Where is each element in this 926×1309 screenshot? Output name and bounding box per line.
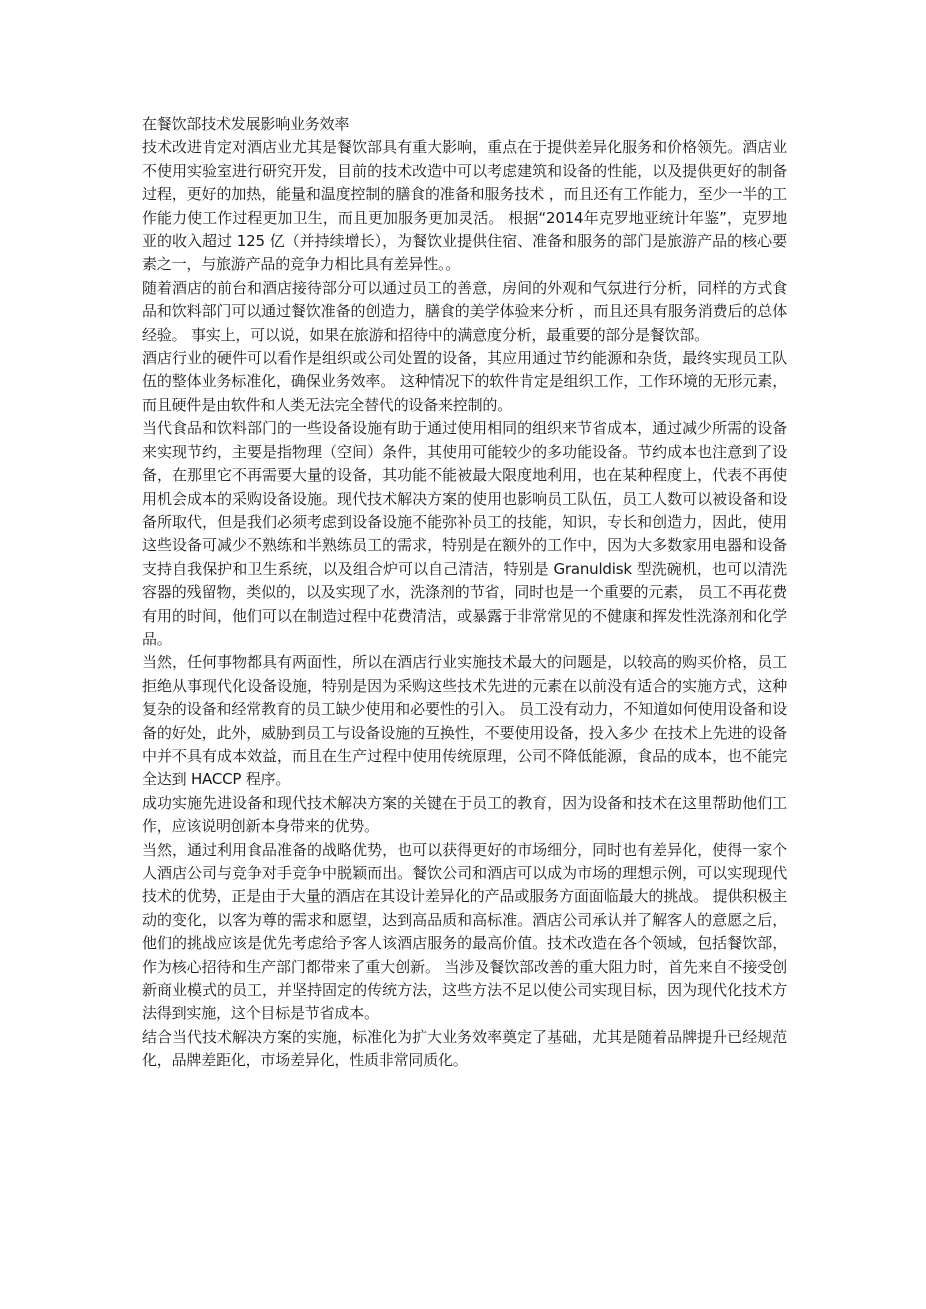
paragraph-8: 结合当代技术解决方案的实施，标准化为扩大业务效率奠定了基础，尤其是随着品牌提升已经规范化，品牌差距化，市场差异化，性质非常同质化。 — [142, 1027, 787, 1070]
document-body — [142, 113, 787, 1073]
paragraph-3: 酒店行业的硬件可以看作是组织或公司处置的设备，其应用通过节约能源和杂货，最终实现员工队伍的整体业务标准化，确保业务效率。 这种情况下的软件肯定是组织工作，工作环境的无形元素，而且硬件是由软件和人类无法完全替代的设备来控制的。 — [142, 349, 787, 414]
paragraph-4: 当代食品和饮料部门的一些设备设施有助于通过使用相同的组织来节省成本，通过减少所需的设备来实现节约，主要是指物理（空间）条件，其使用可能较少的多功能设备。节约成本也注意到了设备，在那里它不再需要大量的设备，其功能不能被最大限度地利用，也在某种程度上，代表不再使用机会成本的采购设备设施。现代技术解决方案的使用也影响员工队伍，员工人数可以被设备和设备所取代，但是我们必须考虑到设备设施不能弥补员工的技能，知识，专长和创造力，因此，使用这些设备可减少不熟练和半熟练员工的需求，特别是在额外的工作中，因为大多数家用电器和设备支持自我保护和卫生系统，以及组合炉可以自己清洁，特别是 Granuldisk 型洗碗机，也可以清洗容器的残留物，类似的，以及实现了水，洗涤剂的节省，同时也是一个重要的元素， 员工不再花费有用的时间，他们可以在制造过程中花费清洁，或暴露于非常常见的不健康和挥发性洗涤剂和化学品。 — [142, 419, 787, 648]
document-title: 在餐饮部技术发展影响业务效率 — [142, 115, 350, 133]
paragraph-6: 成功实施先进设备和现代技术解决方案的关键在于员工的教育，因为设备和技术在这里帮助他们工作，应该说明创新本身带来的优势。 — [142, 793, 787, 836]
paragraph-5: 当然，任何事物都具有两面性，所以在酒店行业实施技术最大的问题是，以较高的购买价格，员工拒绝从事现代化设备设施，特别是因为采购这些技术先进的元素在以前没有适合的实施方式，这种复杂的设备和经常教育的员工缺少使用和必要性的引入。 员工没有动力，不知道如何使用设备和设备的好处，此外，威胁到员工与设备设施的互换性，不要使用设备，投入多少 在技术上先进的设备中并不具有成本效益，而且在生产过程中使用传统原理，公司不降低能源，食品的成本，也不能完全达到 HACCP 程序。 — [142, 653, 787, 789]
paragraph-2: 随着酒店的前台和酒店接待部分可以通过员工的善意，房间的外观和气氛进行分析，同样的方式食品和饮料部门可以通过餐饮准备的创造力，膳食的美学体验来分析 ，而且还具有服务消费后的总体经验。 事实上，可以说，如果在旅游和招待中的满意度分析，最重要的部分是餐饮部。 — [142, 278, 787, 344]
paragraph-1: 技术改进肯定对酒店业尤其是餐饮部具有重大影响，重点在于提供差异化服务和价格领先。酒店业不使用实验室进行研究开发，目前的技术改造中可以考虑建筑和设备的性能，以及提供更好的制备过程，更好的加热，能量和温度控制的膳食的准备和服务技术 ，而且还有工作能力，至少一半的工作能力使工作过程更加卫生，而且更加服务更加灵活。 根据“2014年克罗地亚统计年鉴”，克罗地亚的收入超过 125 亿（并持续增长），为餐饮业提供住宿、准备和服务的部门是旅游产品的核心要素之一，与旅游产品的竞争力相比具有差异性。。 — [142, 138, 787, 274]
paragraph-7: 当然，通过利用食品准备的战略优势，也可以获得更好的市场细分，同时也有差异化，使得一家个人酒店公司与竞争对手竞争中脱颖而出。餐饮公司和酒店可以成为市场的理想示例，可以实现现代技术的优势，正是由于大量的酒店在其设计差异化的产品或服务方面面临最大的挑战。 提供积极主动的变化，以客为尊的需求和愿望，达到高品质和高标准。酒店公司承认并了解客人的意愿之后，他们的挑战应该是优先考虑给予客人该酒店服务的最高价值。技术改造在各个领域，包括餐饮部，作为核心招待和生产部门都带来了重大创新。 当涉及餐饮部改善的重大阻力时，首先来自不接受创新商业模式的员工，并坚持固定的传统方法，这些方法不足以使公司实现目标，因为现代化技术方法得到实施，这个目标是节省成本。 — [142, 840, 787, 1023]
